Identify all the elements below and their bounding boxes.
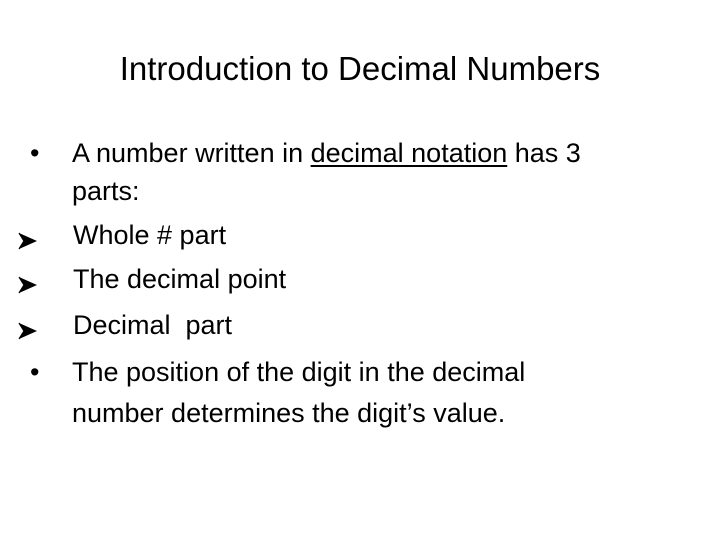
- list-item: [30, 356, 690, 388]
- list-item-continuation: [72, 397, 692, 429]
- list-item-text: Whole # part: [73, 220, 227, 250]
- list-item-text-before: A number written in: [72, 138, 311, 168]
- slide-title: Introduction to Decimal Numbers: [119, 50, 601, 87]
- list-item-text: The position of the digit in the decimal: [72, 357, 526, 387]
- list-item-text: [72, 137, 581, 169]
- arrow-bullet-icon: [17, 267, 39, 299]
- list-item-text: The decimal point: [73, 264, 287, 294]
- list-item-continuation-text: parts:: [72, 176, 140, 206]
- underlined-term: decimal notation: [310, 138, 508, 168]
- bullet-dot-icon: •: [30, 357, 40, 387]
- list-item: [17, 309, 617, 341]
- list-item-continuation: [72, 175, 472, 207]
- arrow-bullet-icon: [17, 313, 39, 345]
- list-item-text-after: has 3: [507, 138, 581, 168]
- list-item-continuation-text: number determines the digit’s value.: [72, 398, 506, 428]
- arrow-bullet-icon: [17, 223, 39, 255]
- list-item: [17, 263, 617, 295]
- list-item: [17, 219, 617, 251]
- bullet-dot-icon: •: [30, 138, 40, 168]
- list-item-text: Decimal part: [73, 310, 233, 340]
- list-item: [30, 137, 690, 169]
